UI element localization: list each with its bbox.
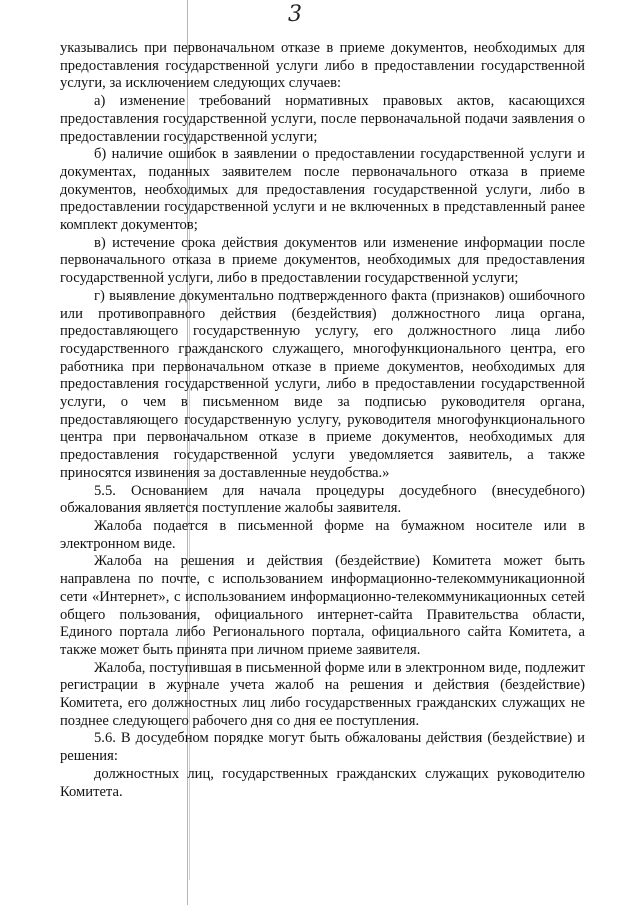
paragraph: 5.6. В досудебном порядке могут быть обжалованы действия (бездействие) и решения: [60, 730, 585, 765]
paragraph: г) выявление документально подтвержденного факта (признаков) ошибочного или противоправного действия (бездействия) должностного лица органа, предоставляющего государственную услугу, его должностного лица либо государственного гражданского служащего, многофункционального центра, его работника при первоначальном отказе в приеме документов, необходимых для предоставления государственной услуги, либо в предоставлении государственной услуги, о чем в письменном виде за подписью руководителя органа, предоставляющего государственную услугу, руководителя многофункционального центра при первоначальном отказе в приеме документов, необходимых для предоставления государственной услуги уведомляется заявитель, а также приносятся извинения за доставленные неудобства.» [60, 287, 585, 481]
paragraph: указывались при первоначальном отказе в приеме документов, необходимых для предоставления государственной услуги либо в предоставлении государственной услуги, за исключением следующих случаев: [60, 40, 585, 92]
page-number: 3 [288, 2, 302, 27]
paragraph: Жалоба, поступившая в письменной форме или в электронном виде, подлежит регистрации в журнале учета жалоб на решения и действия (бездействие) Комитета, его должностных лиц либо государственных гражданских служащих не позднее следующего рабочего дня со дня ее поступления. [60, 659, 585, 729]
document-body [60, 40, 585, 801]
paragraph: Жалоба подается в письменной форме на бумажном носителе или в электронном виде. [60, 517, 585, 552]
paragraph: 5.5. Основанием для начала процедуры досудебного (внесудебного) обжалования является поступление жалобы заявителя. [60, 482, 585, 517]
paragraph: Жалоба на решения и действия (бездействие) Комитета может быть направлена по почте, с использованием информационно-телекоммуникационной сети «Интернет», с использованием информационно-телекоммуникационных сетей общего пользования, официального интернет-сайта Правительства области, Единого портала либо Регионального портала, официального сайта Комитета, а также может быть принята при личном приеме заявителя. [60, 553, 585, 658]
paragraph: в) истечение срока действия документов или изменение информации после первоначального отказа в приеме документов, необходимых для предоставления государственной услуги, либо в предоставлении государственной услуги; [60, 234, 585, 287]
paragraph: должностных лиц, государственных гражданских служащих руководителю Комитета. [60, 765, 585, 800]
paragraph: а) изменение требований нормативных правовых актов, касающихся предоставления государственной услуги, после первоначальной подачи заявления о предоставлении государственной услуги; [60, 93, 585, 145]
paragraph: б) наличие ошибок в заявлении о предоставлении государственной услуги и документах, поданных заявителем после первоначального отказа в приеме документов, необходимых для предоставления государственной услуги, либо в предоставлении государственной услуги и не включенных в представленный ранее комплект документов; [60, 146, 585, 234]
